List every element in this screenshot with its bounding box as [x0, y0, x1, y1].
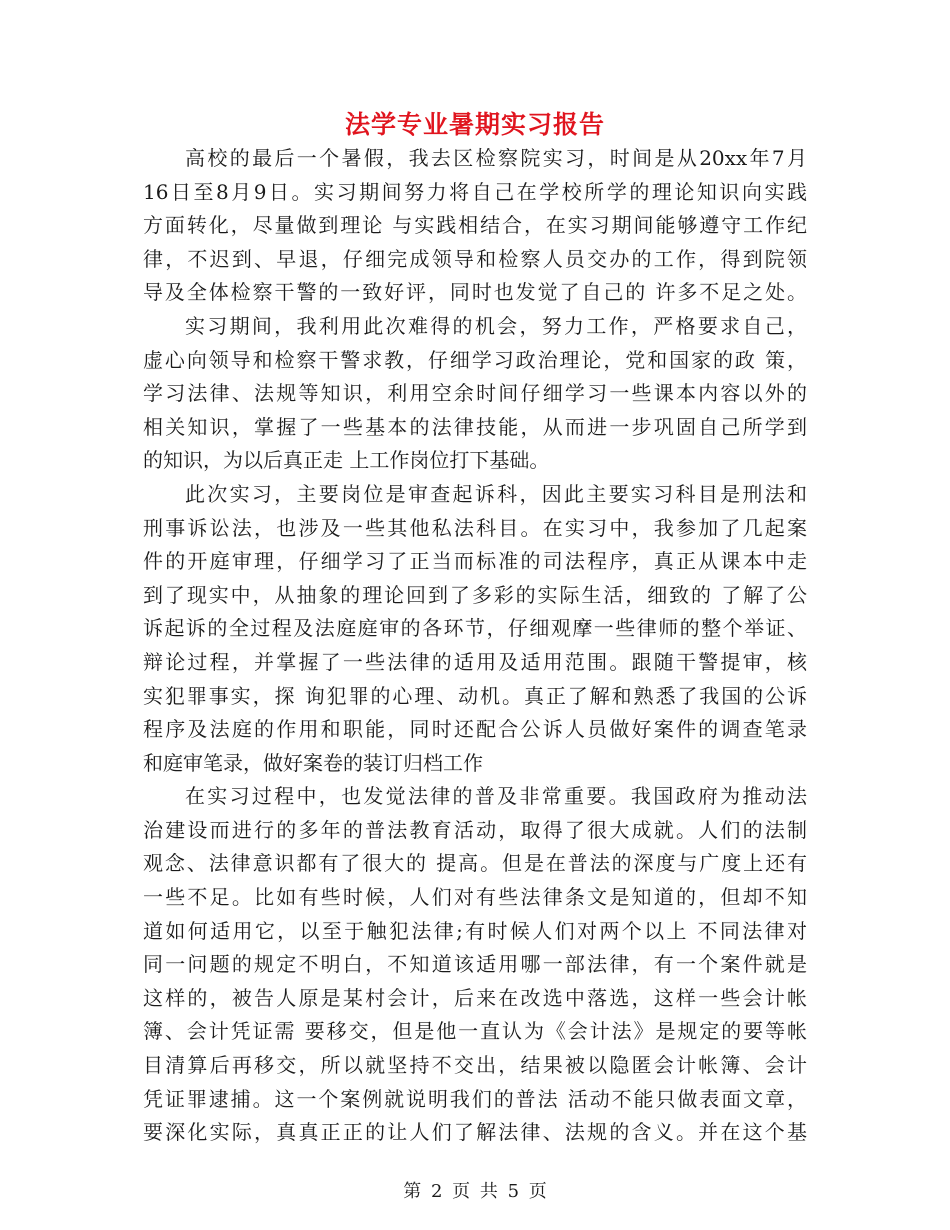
- text-line: 治建设而进行的多年的普法教育活动，取得了很大成就。人们的法制: [143, 817, 807, 842]
- text-line: 16日至8月9日。实习期间努力将自己在学校所学的理论知识向实践: [143, 179, 807, 204]
- text-line: 律，不迟到、早退，仔细完成领导和检察人员交办的工作，得到院领: [143, 246, 807, 271]
- text-line: 同一问题的规定不明白，不知道该适用哪一部法律，有一个案件就是: [143, 952, 807, 977]
- text-line: 件的开庭审理，仔细学习了正当而标准的司法程序，真正从课本中走: [143, 549, 807, 574]
- text-line: 刑事诉讼法，也涉及一些其他私法科目。在实习中，我参加了几起案: [143, 515, 807, 540]
- paragraph-3: [143, 478, 807, 780]
- text-line: 一些不足。比如有些时候，人们对有些法律条文是知道的，但却不知: [143, 885, 807, 910]
- text-line: 虚心向领导和检察干警求教，仔细学习政治理论，党和国家的政 策，: [143, 347, 807, 372]
- text-line: 的知识，为以后真正走 上工作岗位打下基础。: [143, 448, 550, 473]
- text-line: 诉起诉的全过程及法庭庭审的各环节，仔细观摩一些律师的整个举证、: [143, 616, 807, 641]
- text-line: 在实习过程中，也发觉法律的普及非常重要。我国政府为推动法: [185, 784, 807, 809]
- text-line: 和庭审笔录，做好案卷的装订归档工作: [143, 750, 483, 775]
- text-line: 此次实习，主要岗位是审查起诉科，因此主要实习科目是刑法和: [185, 481, 807, 506]
- text-line: 这样的，被告人原是某村会计，后来在改选中落选，这样一些会计帐: [143, 985, 807, 1010]
- text-line: 程序及法庭的作用和职能，同时还配合公诉人员做好案件的调查笔录: [143, 717, 807, 742]
- text-line: 凭证罪逮捕。这一个案例就说明我们的普法 活动不能只做表面文章，: [143, 1086, 807, 1111]
- page-title: 法学专业暑期实习报告: [344, 110, 605, 139]
- text-line: 道如何适用它，以至于触犯法律;有时候人们对两个以上 不同法律对: [143, 918, 807, 943]
- paragraph-1: [143, 142, 807, 310]
- text-line: 到了现实中，从抽象的理论回到了多彩的实际生活，细致的 了解了公: [143, 582, 807, 607]
- text-line: 要深化实际，真真正正的让人们了解法律、法规的含义。并在这个基: [143, 1120, 807, 1145]
- text-line: 相关知识，掌握了一些基本的法律技能，从而进一步巩固自己所学到: [143, 414, 807, 439]
- text-line: 观念、法律意识都有了很大的 提高。但是在普法的深度与广度上还有: [143, 851, 807, 876]
- text-line: 实犯罪事实，探 询犯罪的心理、动机。真正了解和熟悉了我国的公诉: [143, 683, 807, 708]
- text-line: 实习期间，我利用此次难得的机会，努力工作，严格要求自己，: [185, 313, 807, 338]
- text-line: 辩论过程，并掌握了一些法律的适用及适用范围。跟随干警提审，核: [143, 649, 807, 674]
- text-line: 簿、会计凭证需 要移交，但是他一直认为《会计法》是规定的要等帐: [143, 1019, 807, 1044]
- body-text: [143, 142, 807, 1150]
- text-line: 学习法律、法规等知识，利用空余时间仔细学习一些课本内容以外的: [143, 381, 807, 406]
- text-line: 高校的最后一个暑假，我去区检察院实习，时间是从20xx年7月: [185, 146, 807, 170]
- page-number-footer: 第 2 页 共 5 页: [403, 1181, 547, 1202]
- text-line: 方面转化，尽量做到理论 与实践相结合，在实习期间能够遵守工作纪: [143, 213, 807, 238]
- text-line: 导及全体检察干警的一致好评，同时也发觉了自己的 许多不足之处。: [143, 280, 807, 305]
- paragraph-2: [143, 310, 807, 478]
- text-line: 目清算后再移交，所以就坚持不交出，结果被以隐匿会计帐簿、会计: [143, 1053, 807, 1078]
- paragraph-4: [143, 780, 807, 1150]
